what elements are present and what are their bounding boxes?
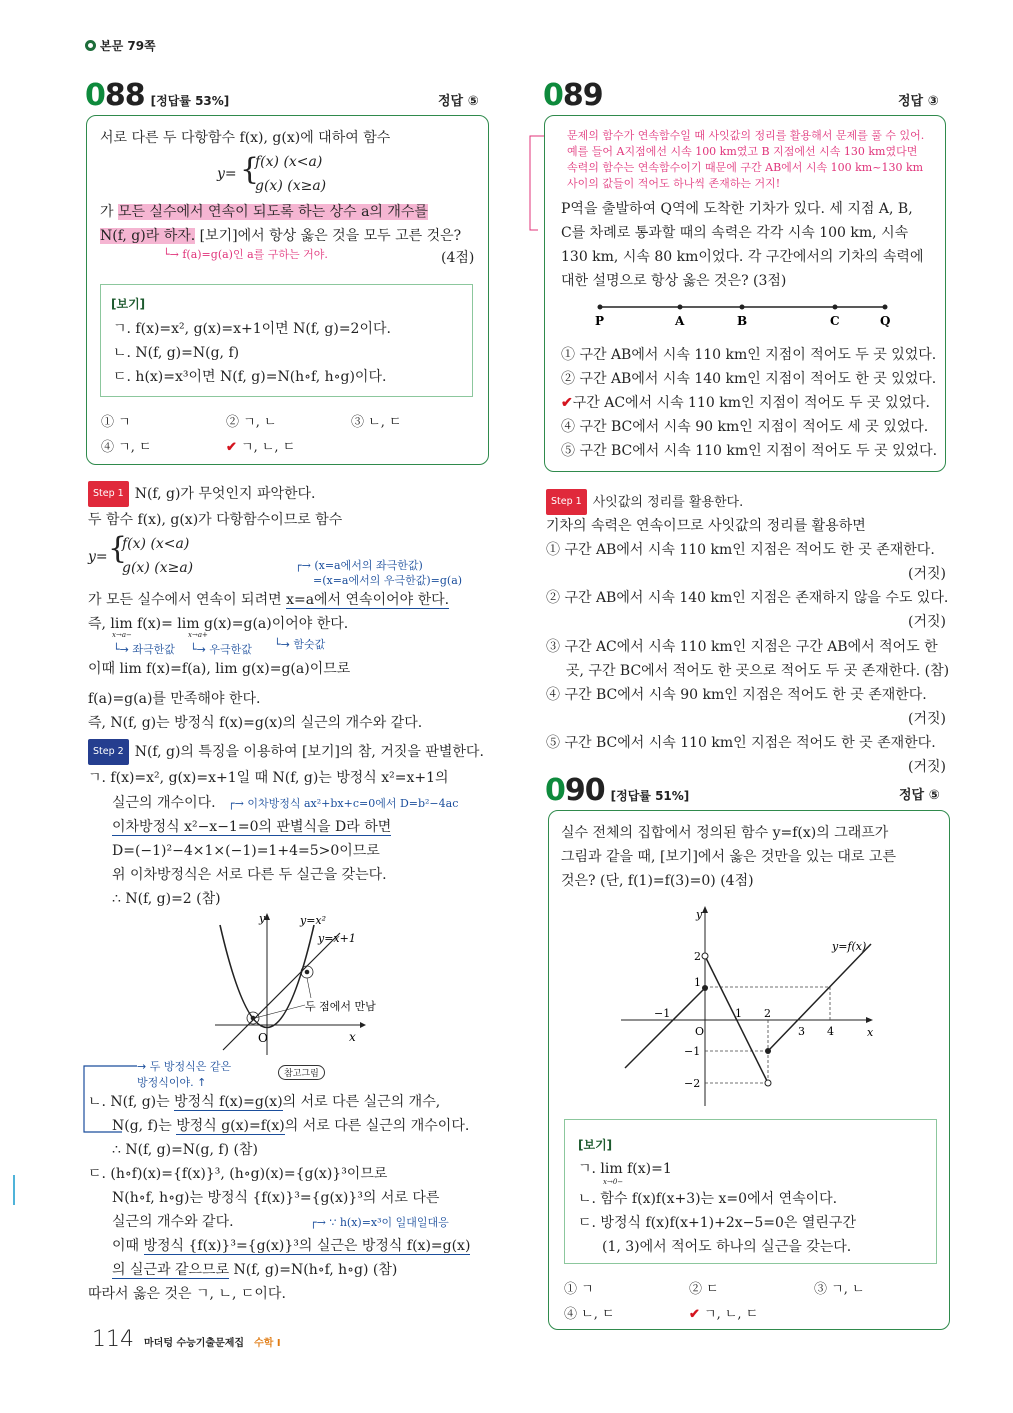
- step2-heading: Step 2 N(f, g)의 특징을 이용하여 [보기]의 참, 거짓을 판별한다.: [88, 739, 484, 765]
- svg-text:x: x: [867, 1026, 874, 1039]
- stem-text: P역을 출발하여 Q역에 도착한 기차가 있다. 세 지점 A, B,: [561, 201, 913, 217]
- sol-text: ④ 구간 BC에서 시속 90 km인 지점은 적어도 한 곳 존재한다.: [546, 687, 927, 703]
- choice-1[interactable]: ① ㄱ: [101, 415, 131, 430]
- sol-text: 곳, 구간 BC에서 적어도 한 곳으로 적어도 두 곳 존재한다. (참): [566, 663, 950, 679]
- choices: [101, 411, 476, 455]
- brace: {: [240, 152, 260, 187]
- bogi-item: ㄴ. 함수 f(x)f(x+3)는 x=0에서 연속이다.: [578, 1191, 838, 1207]
- question-number: 088: [85, 78, 145, 113]
- q090-heading: [545, 773, 689, 808]
- points: (4점): [441, 250, 475, 266]
- svg-text:P: P: [595, 314, 605, 328]
- sol-text: 의 실근과 같으므로 N(f, g)=N(h∘f, h∘g) (참): [112, 1262, 398, 1278]
- step1-badge: Step 1: [546, 489, 587, 515]
- sol-text: ③ 구간 AC에서 시속 110 km인 지점은 구간 AB에서 적어도 한: [546, 639, 938, 655]
- pink-annotation: 속력의 함수는 연속함수이기 때문에 구간 AB에서 시속 100 km~130 km: [567, 161, 924, 174]
- stem-text: 것은? (단, f(1)=f(3)=0) (4점): [561, 873, 754, 889]
- answer-label: 정답 ⑤: [899, 788, 940, 803]
- sol-text: ∴ N(f, g)=2 (참): [112, 891, 221, 907]
- choice-2[interactable]: ② 구간 AB에서 시속 140 km인 지점이 적어도 한 곳 있었다.: [561, 371, 937, 387]
- sol-text: D=(−1)²−4×1×(−1)=1+4=5>0이므로: [112, 843, 380, 859]
- stem-line3: 가 모든 실수에서 연속이 되도록 하는 상수 a의 개수를: [100, 204, 428, 220]
- step1-heading: Step 1 사잇값의 정리를 활용한다.: [546, 489, 743, 515]
- piece-1: f(x) (x<a): [122, 536, 190, 552]
- q088-heading: [85, 78, 229, 113]
- sol-text: ㄷ. (h∘f)(x)={f(x)}³, (h∘g)(x)={g(x)}³이므로: [88, 1166, 388, 1182]
- choice-4[interactable]: ④ ㄴ, ㄷ: [564, 1307, 615, 1322]
- blue-annotation: → 두 방정식은 같은: [137, 1060, 232, 1073]
- sol-text: 실근의 개수이다.: [112, 795, 216, 811]
- choices: [564, 1278, 939, 1322]
- bogi-item: ㄴ. N(f, g)=N(g, f): [113, 345, 240, 361]
- step1-badge: Step 1: [88, 481, 129, 507]
- tag-left-limit: └→ 좌극한값: [113, 643, 175, 656]
- sol-text: 이때 방정식 {f(x)}³={g(x)}³의 실근은 방정식 f(x)=g(x): [112, 1238, 471, 1254]
- parabola-line-graph: [215, 910, 395, 1060]
- brace: {: [108, 531, 128, 566]
- q089-heading: [543, 78, 603, 113]
- bogi-item: (1, 3)에서 적어도 하나의 실근을 갖는다.: [602, 1239, 852, 1255]
- svg-text:O: O: [695, 1025, 705, 1038]
- page-number: 114: [92, 1327, 134, 1352]
- book-title: 마더텅 수능기출문제집: [144, 1338, 245, 1349]
- choice-3[interactable]: ✔구간 AC에서 시속 110 km인 지점이 적어도 두 곳 있었다.: [561, 395, 930, 411]
- svg-text:B: B: [737, 314, 748, 328]
- circle-bullet-icon: [85, 40, 96, 51]
- route-diagram: [585, 299, 905, 329]
- sol-text: 가 모든 실수에서 연속이 되려면 x=a에서 연속이어야 한다.: [88, 592, 450, 608]
- stem-text: 그림과 같을 때, [보기]에서 옳은 것만을 있는 대로 고른: [561, 849, 896, 865]
- sol-text: ㄴ. N(f, g)는 방정식 f(x)=g(x)의 서로 다른 실근의 개수,: [88, 1094, 441, 1110]
- blue-annotation: ┌→ 이차방정식 ax²+bx+c=0에서 D=b²−4ac: [228, 797, 459, 810]
- choice-4[interactable]: ④ 구간 BC에서 시속 90 km인 지점이 적어도 세 곳 있었다.: [561, 419, 929, 435]
- lim-subscript: x→0−: [603, 1178, 624, 1186]
- question-number: 090: [545, 773, 605, 808]
- step2-badge: Step 2: [88, 739, 129, 765]
- svg-text:y=f(x): y=f(x): [832, 940, 867, 953]
- reference-figure-tag: 참고그림: [278, 1065, 325, 1080]
- tag-right-limit: └→ 우극한값: [190, 643, 252, 656]
- piece-1: f(x) (x<a): [255, 154, 323, 170]
- bogi-item: ㄱ. f(x)=x², g(x)=x+1이면 N(f, g)=2이다.: [113, 321, 391, 337]
- sol-text: ㄱ. f(x)=x², g(x)=x+1일 때 N(f, g)는 방정식 x²=x+1의: [88, 770, 449, 786]
- sol-text: ∴ N(f, g)=N(g, f) (참): [112, 1142, 258, 1158]
- svg-text:−1: −1: [684, 1045, 701, 1058]
- svg-text:y: y: [259, 912, 266, 925]
- choice-5[interactable]: ✔ ㄱ, ㄴ, ㄷ: [689, 1307, 759, 1322]
- bogi-item: ㄷ. h(x)=x³이면 N(f, g)=N(h∘f, h∘g)이다.: [113, 369, 387, 385]
- svg-text:A: A: [675, 314, 685, 328]
- svg-text:O: O: [258, 1031, 268, 1045]
- svg-text:y: y: [696, 908, 703, 921]
- lim-subscript: x→a−: [112, 631, 132, 639]
- lim-subscript: x→a+: [188, 631, 208, 639]
- svg-text:4: 4: [827, 1025, 834, 1038]
- conclusion: 따라서 옳은 것은 ㄱ, ㄴ, ㄷ이다.: [88, 1286, 286, 1302]
- choice-3[interactable]: ③ ㄴ, ㄷ: [351, 415, 402, 430]
- pink-annotation: └→ f(a)=g(a)인 a를 구하는 거야.: [163, 248, 328, 261]
- choice-2[interactable]: ② ㄷ: [689, 1282, 719, 1297]
- svg-text:2: 2: [764, 1007, 771, 1020]
- accuracy-rate: [정답률 51%]: [610, 789, 690, 803]
- stem-text: C를 차례로 통과할 때의 속력은 각각 시속 100 km, 시속: [561, 225, 909, 241]
- svg-text:1: 1: [694, 976, 701, 989]
- stem-text: 실수 전체의 집합에서 정의된 함수 y=f(x)의 그래프가: [561, 825, 889, 841]
- svg-text:y=x²: y=x²: [300, 914, 327, 927]
- highlight: 모든 실수에서 연속이 되도록 하는 상수 a의 개수를: [117, 204, 428, 220]
- choice-3[interactable]: ③ ㄱ, ㄴ: [814, 1282, 865, 1297]
- stem-text: 서로 다른 두 다항함수 f(x), g(x)에 대하여 함수: [100, 130, 391, 146]
- choice-1[interactable]: ① ㄱ: [564, 1282, 594, 1297]
- choice-2[interactable]: ② ㄱ, ㄴ: [226, 415, 277, 430]
- q088-box: [86, 115, 489, 465]
- sol-text: N(h∘f, h∘g)는 방정식 {f(x)}³={g(x)}³의 서로 다른: [112, 1190, 440, 1206]
- piecewise-y: y=: [88, 549, 108, 565]
- bogi-box: [564, 1119, 937, 1264]
- choice-1[interactable]: ① 구간 AB에서 시속 110 km인 지점이 적어도 두 곳 있었다.: [561, 347, 937, 363]
- blue-annotation: =(x=a에서의 우극한값)=g(a): [313, 574, 463, 587]
- svg-text:Q: Q: [880, 314, 891, 328]
- answer-label: 정답 ③: [898, 94, 939, 109]
- q089-box: [544, 115, 946, 472]
- sol-text: 즉, lim f(x)= lim g(x)=g(a)이어야 한다.: [88, 616, 349, 632]
- svg-text:3: 3: [798, 1025, 805, 1038]
- sol-text: 기차의 속력은 연속이므로 사잇값의 정리를 활용하면: [546, 518, 866, 534]
- step1-heading: Step 1 N(f, g)가 무엇인지 파악한다.: [88, 481, 316, 507]
- svg-text:−2: −2: [684, 1077, 701, 1090]
- verdict: (거짓): [908, 759, 946, 775]
- choice-5[interactable]: ✔ ㄱ, ㄴ, ㄷ: [226, 440, 296, 455]
- sol-text: ⑤ 구간 BC에서 시속 110 km인 지점은 적어도 한 곳 존재한다.: [546, 735, 936, 751]
- bogi-item: ㄷ. 방정식 f(x)f(x+1)+2x−5=0은 열린구간: [578, 1215, 856, 1231]
- piece-2: g(x) (x≥a): [255, 178, 327, 194]
- pink-annotation: 사이의 값들이 적어도 하나씩 존재하는 거지!: [567, 177, 781, 190]
- checkmark-icon: ✔: [689, 1307, 700, 1322]
- sol-text: 이차방정식 x²−x−1=0의 판별식을 D라 하면: [112, 819, 392, 835]
- sol-text: 두 함수 f(x), g(x)가 다항함수이므로 함수: [88, 512, 343, 528]
- piecewise-function-graph: [601, 901, 901, 1111]
- reference-label: 본문 79쪽: [100, 39, 156, 53]
- piecewise-y: y=: [217, 166, 237, 182]
- sol-text: 실근의 개수와 같다.: [112, 1214, 234, 1230]
- blue-annotation: ┌→ ∵ h(x)=x³이 일대일대응: [310, 1216, 449, 1229]
- sol-text: f(a)=g(a)를 만족해야 한다.: [88, 691, 261, 707]
- stem-line4: N(f, g)라 하자. [보기]에서 항상 옳은 것을 모두 고른 것은?: [100, 228, 462, 244]
- q090-box: [548, 810, 950, 1330]
- verdict: (거짓): [908, 711, 946, 727]
- svg-text:두 점에서 만남: 두 점에서 만남: [305, 1000, 376, 1013]
- piece-2: g(x) (x≥a): [122, 560, 194, 576]
- blue-annotation: ┌→ (x=a에서의 좌극한값): [295, 559, 423, 572]
- sol-text: 이때 lim f(x)=f(a), lim g(x)=g(a)이므로: [88, 661, 351, 677]
- svg-text:1: 1: [735, 1007, 742, 1020]
- pink-annotation: 예를 들어 A지점에선 시속 100 km였고 B 지점에선 시속 130 km였다면: [567, 145, 918, 158]
- svg-text:x: x: [349, 1030, 356, 1044]
- svg-text:2: 2: [694, 950, 701, 963]
- highlight: N(f, g)라 하자.: [100, 228, 196, 244]
- stem-text: 130 km, 시속 80 km이었다. 각 구간에서의 기차의 속력에: [561, 249, 924, 265]
- sol-text: N(g, f)는 방정식 g(x)=f(x)의 서로 다른 실근의 개수이다.: [112, 1118, 470, 1134]
- svg-text:C: C: [830, 314, 840, 328]
- svg-text:−1: −1: [654, 1007, 671, 1020]
- sol-text: ① 구간 AB에서 시속 110 km인 지점은 적어도 한 곳 존재한다.: [546, 542, 935, 558]
- sol-text: 위 이차방정식은 서로 다른 두 실근을 갖는다.: [112, 867, 387, 883]
- bogi-box: [100, 284, 473, 397]
- sol-text: ② 구간 AB에서 시속 140 km인 지점은 존재하지 않을 수도 있다.: [546, 590, 949, 606]
- stem-text: 대한 설명으로 항상 옳은 것은? (3점): [561, 273, 787, 289]
- sol-text: 즉, N(f, g)는 방정식 f(x)=g(x)의 실근의 개수와 같다.: [88, 715, 423, 731]
- question-number: 089: [543, 78, 603, 113]
- margin-mark: [13, 1175, 15, 1205]
- checkmark-icon: ✔: [561, 395, 573, 411]
- accuracy-rate: [정답률 53%]: [150, 94, 230, 108]
- pink-annotation: 문제의 함수가 연속함수일 때 사잇값의 정리를 활용해서 문제를 풀 수 있어.: [567, 129, 925, 142]
- bogi-item: ㄱ. lim f(x)=1: [578, 1161, 672, 1177]
- choice-4[interactable]: ④ ㄱ, ㄷ: [101, 440, 152, 455]
- tag-function-value: └→ 함숫값: [274, 638, 326, 651]
- footer: [92, 1327, 281, 1352]
- verdict: (거짓): [908, 614, 946, 630]
- verdict: (거짓): [908, 566, 946, 582]
- svg-text:y=x+1: y=x+1: [318, 932, 356, 945]
- bogi-title: [보기]: [578, 1138, 613, 1152]
- page-reference: [85, 37, 156, 54]
- choice-5[interactable]: ⑤ 구간 BC에서 시속 110 km인 지점이 적어도 두 곳 있었다.: [561, 443, 938, 459]
- checkmark-icon: ✔: [226, 440, 237, 455]
- subject-label: 수학 Ⅰ: [254, 1338, 281, 1349]
- blue-annotation: 방정식이야. ↑: [137, 1076, 207, 1089]
- answer-label: 정답 ⑤: [438, 94, 479, 109]
- bogi-title: [보기]: [111, 297, 146, 311]
